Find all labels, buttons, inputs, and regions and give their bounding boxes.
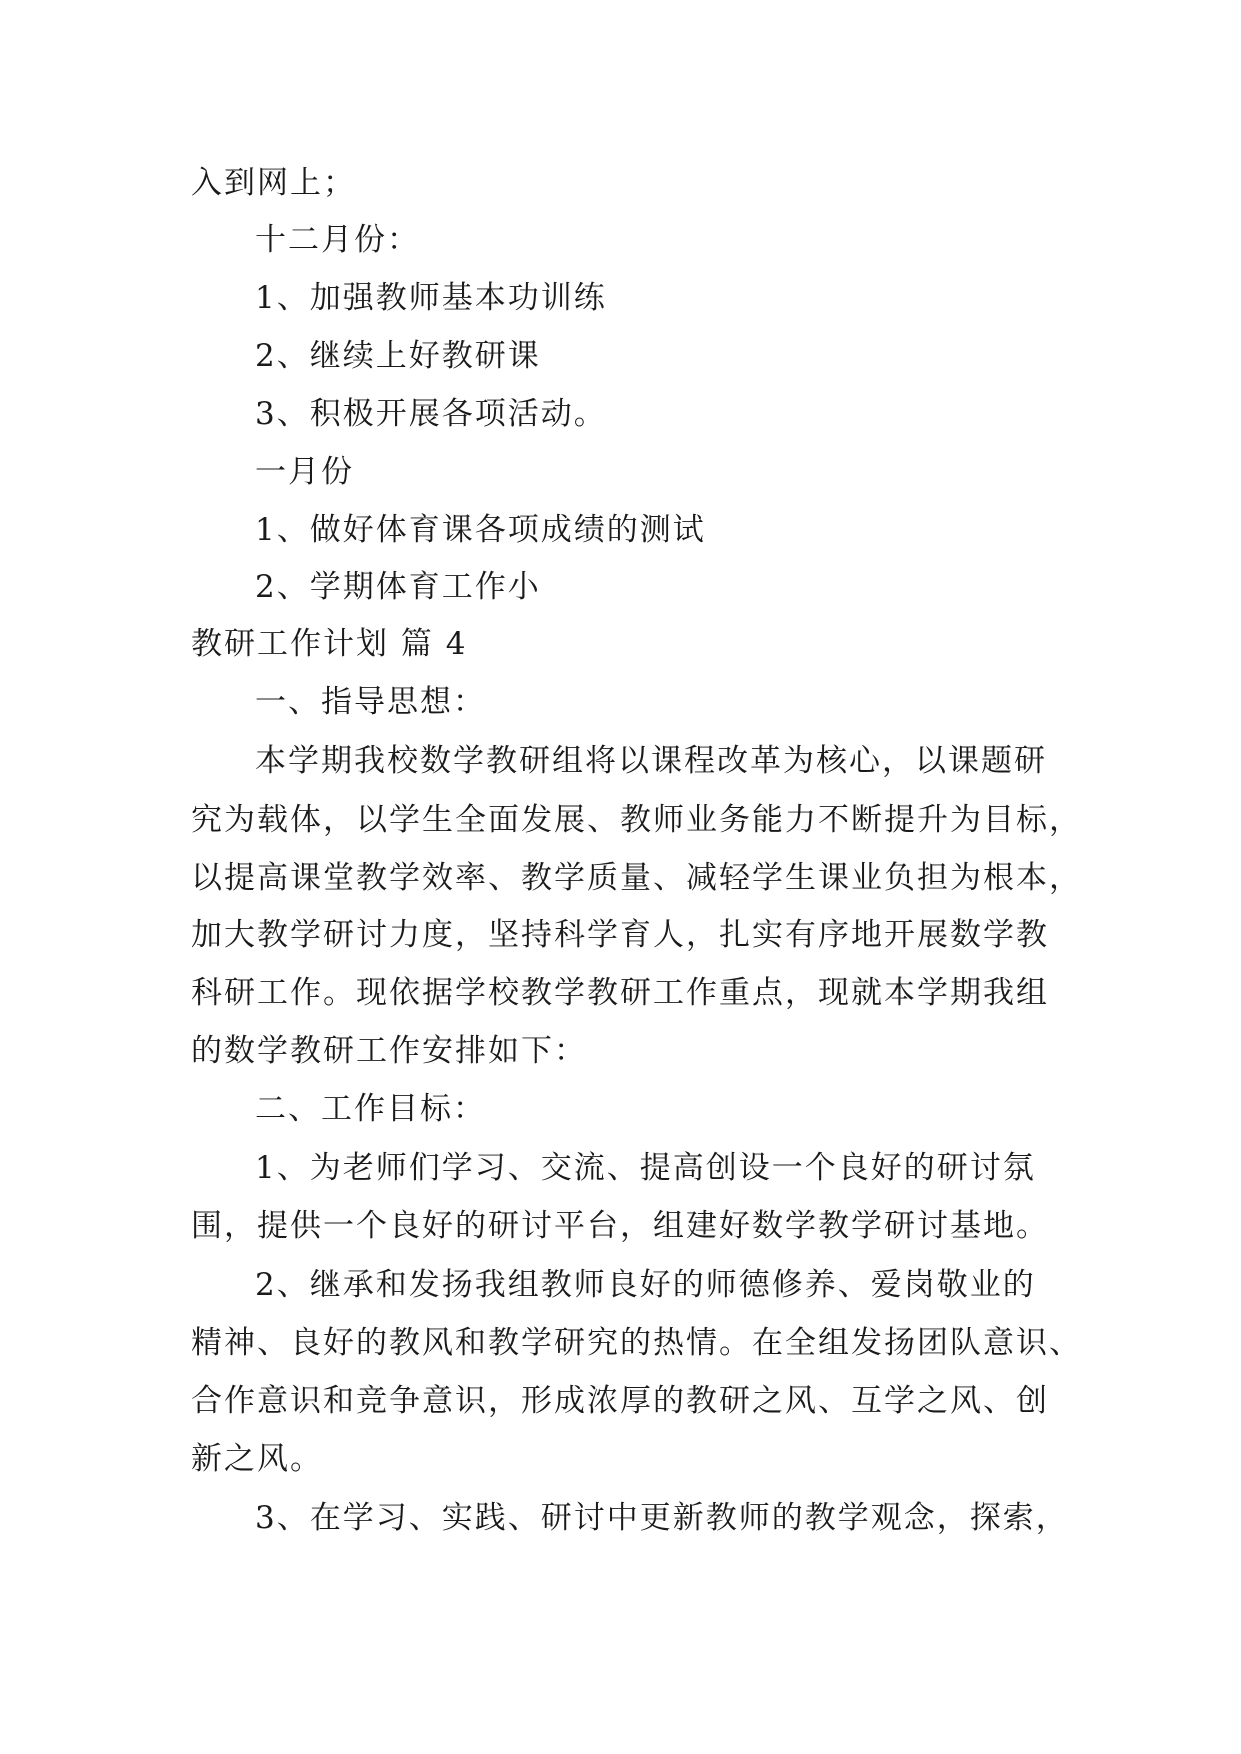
section-heading: 二、工作目标： [255,1091,486,1127]
paragraph-line: 3、在学习、实践、研讨中更新教师的教学观念，探索， [255,1500,1069,1536]
list-item: 3、积极开展各项活动。 [255,396,607,432]
text-line-continuation: 入到网上； [191,165,356,201]
paragraph-line: 本学期我校数学教研组将以课程改革为核心，以课题研 [255,743,1047,779]
paragraph-line: 合作意识和竞争意识，形成浓厚的教研之风、互学之风、创 [191,1383,1049,1419]
paragraph-line: 围，提供一个良好的研讨平台，组建好数学教学研讨基地。 [191,1208,1049,1244]
section-title: 教研工作计划 篇 4 [191,626,468,662]
section-heading: 一、指导思想： [255,684,486,720]
paragraph-line: 2、继承和发扬我组教师良好的师德修养、爱岗敬业的 [255,1267,1036,1303]
list-item: 2、学期体育工作小 [255,569,541,605]
month-heading-january: 一月份 [255,454,354,490]
list-item: 2、继续上好教研课 [255,338,541,374]
paragraph-line: 1、为老师们学习、交流、提高创设一个良好的研讨氛 [255,1150,1036,1186]
month-heading-december: 十二月份： [255,222,420,258]
list-item: 1、做好体育课各项成绩的测试 [255,512,706,548]
paragraph-line: 加大教学研讨力度，坚持科学育人，扎实有序地开展数学教 [191,917,1049,953]
list-item: 1、加强教师基本功训练 [255,280,607,316]
paragraph-line: 以提高课堂教学效率、教学质量、减轻学生课业负担为根本， [191,860,1082,896]
paragraph-line: 精神、良好的教风和教学研究的热情。在全组发扬团队意识、 [191,1325,1082,1361]
paragraph-line: 的数学教研工作安排如下： [191,1033,587,1069]
paragraph-line: 科研工作。现依据学校教学教研工作重点，现就本学期我组 [191,975,1049,1011]
paragraph-line: 究为载体，以学生全面发展、教师业务能力不断提升为目标， [191,802,1082,838]
paragraph-line: 新之风。 [191,1441,323,1477]
